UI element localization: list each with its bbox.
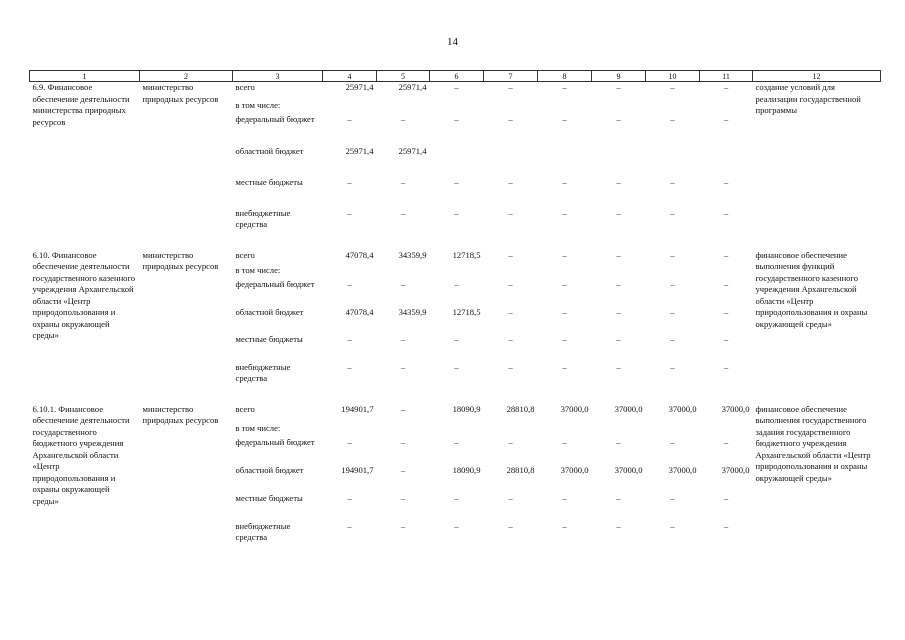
amount-cell: – [347, 278, 352, 289]
amount-cell: – [562, 361, 567, 372]
amount-cell [700, 423, 753, 437]
amount-cell: – [347, 113, 352, 124]
amount-cell [430, 146, 484, 177]
amount-cell: – [562, 520, 567, 531]
column-number: 2 [140, 71, 233, 82]
program-table [29, 70, 881, 549]
amount-cell [323, 265, 377, 279]
amount-cell [484, 146, 538, 177]
amount-cell: 194901,7 [341, 464, 374, 475]
amount-cell: – [347, 492, 352, 503]
amount-cell: – [454, 361, 459, 372]
amount-cell: – [670, 249, 675, 260]
amount-cell [700, 146, 753, 177]
amount-cell: 12718,5 [452, 249, 481, 260]
amount-cell: – [723, 492, 729, 503]
amount-cell: – [616, 176, 621, 187]
amount-cell: – [508, 436, 513, 447]
column-number: 6 [430, 71, 484, 82]
expected-result: финансовое обеспечение выполнения государственного задания государственного бюджетного учреждения Архангельской области «Центр природопользования и охраны окружающей среды» [755, 403, 871, 483]
funding-source: внебюджетные средства [235, 361, 291, 383]
amount-cell: – [508, 207, 513, 218]
amount-cell [538, 100, 592, 114]
amount-cell: 28810,8 [506, 464, 535, 475]
amount-cell: – [400, 176, 406, 187]
amount-cell: – [670, 492, 675, 503]
amount-cell: – [347, 520, 352, 531]
funding-source: федеральный бюджет [235, 436, 315, 447]
measure-name: 6.10.1. Финансовое обеспечение деятельности государственного бюджетного учреждения Архангельской области «Центр природопользования и охраны окружающей среды» [32, 403, 130, 506]
amount-cell: – [723, 436, 729, 447]
amount-cell [592, 265, 646, 279]
amount-cell: – [508, 113, 513, 124]
amount-cell: – [508, 278, 513, 289]
funding-source: в том числе: [235, 264, 281, 275]
amount-cell [646, 265, 700, 279]
amount-cell [592, 100, 646, 114]
amount-cell: – [400, 520, 406, 531]
funding-source: федеральный бюджет [235, 113, 315, 124]
executor-cell: министерство природных ресурсов [142, 403, 219, 425]
amount-cell: 37000,0 [614, 464, 643, 475]
amount-cell: – [400, 492, 406, 503]
amount-cell: – [562, 492, 567, 503]
amount-cell: – [508, 333, 513, 344]
amount-cell: – [508, 249, 513, 260]
amount-cell [323, 423, 377, 437]
funding-source: всего [235, 82, 255, 92]
amount-cell: 25971,4 [398, 82, 427, 92]
amount-cell: 25971,4 [345, 82, 374, 92]
amount-cell: – [400, 403, 406, 414]
amount-cell: – [562, 436, 567, 447]
funding-source: местные бюджеты [235, 176, 303, 187]
amount-cell: – [670, 361, 675, 372]
amount-cell: – [454, 113, 459, 124]
amount-cell [430, 265, 484, 279]
amount-cell: – [616, 436, 621, 447]
amount-cell: – [454, 492, 459, 503]
amount-cell: – [723, 361, 729, 372]
table-row [30, 82, 881, 100]
amount-cell [538, 265, 592, 279]
column-number: 9 [592, 71, 646, 82]
expected-result: финансовое обеспечение выполнения функций государственного казенного учреждения Архангельской области «Центр природопользования и охраны окружающей среды» [755, 249, 868, 329]
measure-name: 6.9. Финансовое обеспечение деятельности министерства природных ресурсов [32, 82, 130, 127]
expected-result: создание условий для реализации государственной программы [755, 82, 861, 115]
column-number: 1 [30, 71, 140, 82]
amount-cell: – [616, 520, 621, 531]
amount-cell: – [454, 176, 459, 187]
amount-cell: – [508, 492, 513, 503]
amount-cell: – [670, 113, 675, 124]
amount-cell: – [400, 278, 406, 289]
amount-cell: – [723, 176, 729, 187]
column-number-row [30, 71, 881, 82]
amount-cell [646, 423, 700, 437]
amount-cell: – [723, 306, 729, 317]
amount-cell: – [400, 361, 406, 372]
amount-cell [700, 265, 753, 279]
amount-cell: – [454, 436, 459, 447]
amount-cell: 37000,0 [668, 403, 697, 414]
amount-cell: – [616, 492, 621, 503]
amount-cell: – [400, 113, 406, 124]
amount-cell [430, 100, 484, 114]
amount-cell: – [670, 207, 675, 218]
amount-cell: – [508, 176, 513, 187]
amount-cell [377, 265, 430, 279]
amount-cell [377, 423, 430, 437]
funding-source: всего [235, 249, 255, 260]
amount-cell: – [562, 306, 567, 317]
amount-cell [538, 146, 592, 177]
amount-cell: – [562, 333, 567, 344]
amount-cell: – [616, 306, 621, 317]
table-body [30, 82, 881, 549]
amount-cell: – [562, 207, 567, 218]
table-row [30, 404, 881, 423]
amount-cell: – [723, 82, 729, 92]
page-number: 14 [447, 36, 458, 48]
column-number: 3 [233, 71, 323, 82]
amount-cell: 18090,9 [452, 464, 481, 475]
column-number: 5 [377, 71, 430, 82]
amount-cell: 28810,8 [506, 403, 535, 414]
amount-cell: – [562, 82, 567, 92]
amount-cell [323, 100, 377, 114]
amount-cell [484, 265, 538, 279]
amount-cell: – [562, 176, 567, 187]
amount-cell: – [562, 278, 567, 289]
funding-source: федеральный бюджет [235, 278, 315, 289]
amount-cell [484, 100, 538, 114]
amount-cell: – [723, 113, 729, 124]
amount-cell: – [616, 333, 621, 344]
amount-cell: 37000,0 [721, 403, 750, 414]
amount-cell: – [670, 306, 675, 317]
amount-cell: – [723, 333, 729, 344]
amount-cell [700, 100, 753, 114]
amount-cell: – [670, 520, 675, 531]
amount-cell: – [347, 207, 352, 218]
funding-source: местные бюджеты [235, 333, 303, 344]
amount-cell: – [670, 278, 675, 289]
amount-cell: 37000,0 [560, 464, 589, 475]
amount-cell: 47078,4 [345, 249, 374, 260]
amount-cell: – [508, 361, 513, 372]
amount-cell: – [454, 520, 459, 531]
column-number: 12 [753, 71, 881, 82]
amount-cell: – [723, 278, 729, 289]
amount-cell: – [616, 278, 621, 289]
amount-cell [592, 423, 646, 437]
amount-cell: – [347, 436, 352, 447]
amount-cell: 18090,9 [452, 403, 481, 414]
amount-cell: 47078,4 [345, 306, 374, 317]
amount-cell: – [723, 207, 729, 218]
amount-cell: 37000,0 [560, 403, 589, 414]
executor-cell: министерство природных ресурсов [142, 249, 219, 271]
amount-cell: – [347, 176, 352, 187]
amount-cell: 25971,4 [398, 145, 427, 156]
amount-cell: – [723, 520, 729, 531]
amount-cell: – [400, 207, 406, 218]
amount-cell: 34359,9 [398, 249, 427, 260]
amount-cell: – [508, 520, 513, 531]
amount-cell: – [670, 333, 675, 344]
funding-source: местные бюджеты [235, 492, 303, 503]
amount-cell: – [508, 306, 513, 317]
block-spacer [30, 390, 881, 404]
amount-cell: – [508, 82, 513, 92]
block-spacer [30, 236, 881, 250]
amount-cell: – [670, 436, 675, 447]
amount-cell: – [562, 113, 567, 124]
amount-cell: – [670, 82, 675, 92]
amount-cell: – [562, 249, 567, 260]
column-number: 8 [538, 71, 592, 82]
column-number: 11 [700, 71, 753, 82]
amount-cell [377, 100, 430, 114]
funding-source: внебюджетные средства [235, 207, 291, 229]
amount-cell: – [347, 333, 352, 344]
amount-cell [646, 100, 700, 114]
funding-source: областной бюджет [235, 145, 304, 156]
amount-cell: 37000,0 [614, 403, 643, 414]
column-number: 10 [646, 71, 700, 82]
amount-cell: 25971,4 [345, 145, 374, 156]
amount-cell: – [454, 207, 459, 218]
funding-source: областной бюджет [235, 306, 304, 317]
amount-cell: 194901,7 [341, 403, 374, 414]
amount-cell [484, 423, 538, 437]
column-number: 7 [484, 71, 538, 82]
amount-cell: – [400, 436, 406, 447]
amount-cell [592, 146, 646, 177]
amount-cell: – [454, 82, 459, 92]
funding-source: областной бюджет [235, 464, 304, 475]
amount-cell: – [400, 333, 406, 344]
amount-cell: – [347, 361, 352, 372]
amount-cell [430, 423, 484, 437]
table-row [30, 250, 881, 265]
amount-cell: – [400, 464, 406, 475]
amount-cell [538, 423, 592, 437]
funding-source: в том числе: [235, 99, 281, 110]
amount-cell: – [723, 249, 729, 260]
executor-cell: министерство природных ресурсов [142, 82, 219, 104]
amount-cell: – [454, 278, 459, 289]
amount-cell: 34359,9 [398, 306, 427, 317]
amount-cell: 37000,0 [721, 464, 750, 475]
amount-cell: – [670, 176, 675, 187]
amount-cell [646, 146, 700, 177]
funding-source: в том числе: [235, 422, 281, 433]
amount-cell: – [616, 361, 621, 372]
column-number: 4 [323, 71, 377, 82]
measure-name: 6.10. Финансовое обеспечение деятельности государственного казенного учреждения Архангельской области «Центр природопользования и охраны окружающей среды» [32, 249, 136, 340]
amount-cell: 12718,5 [452, 306, 481, 317]
amount-cell: 37000,0 [668, 464, 697, 475]
amount-cell: – [616, 82, 621, 92]
amount-cell: – [616, 207, 621, 218]
amount-cell: – [616, 249, 621, 260]
amount-cell: – [616, 113, 621, 124]
amount-cell: – [454, 333, 459, 344]
funding-source: внебюджетные средства [235, 520, 291, 542]
funding-source: всего [235, 403, 255, 414]
